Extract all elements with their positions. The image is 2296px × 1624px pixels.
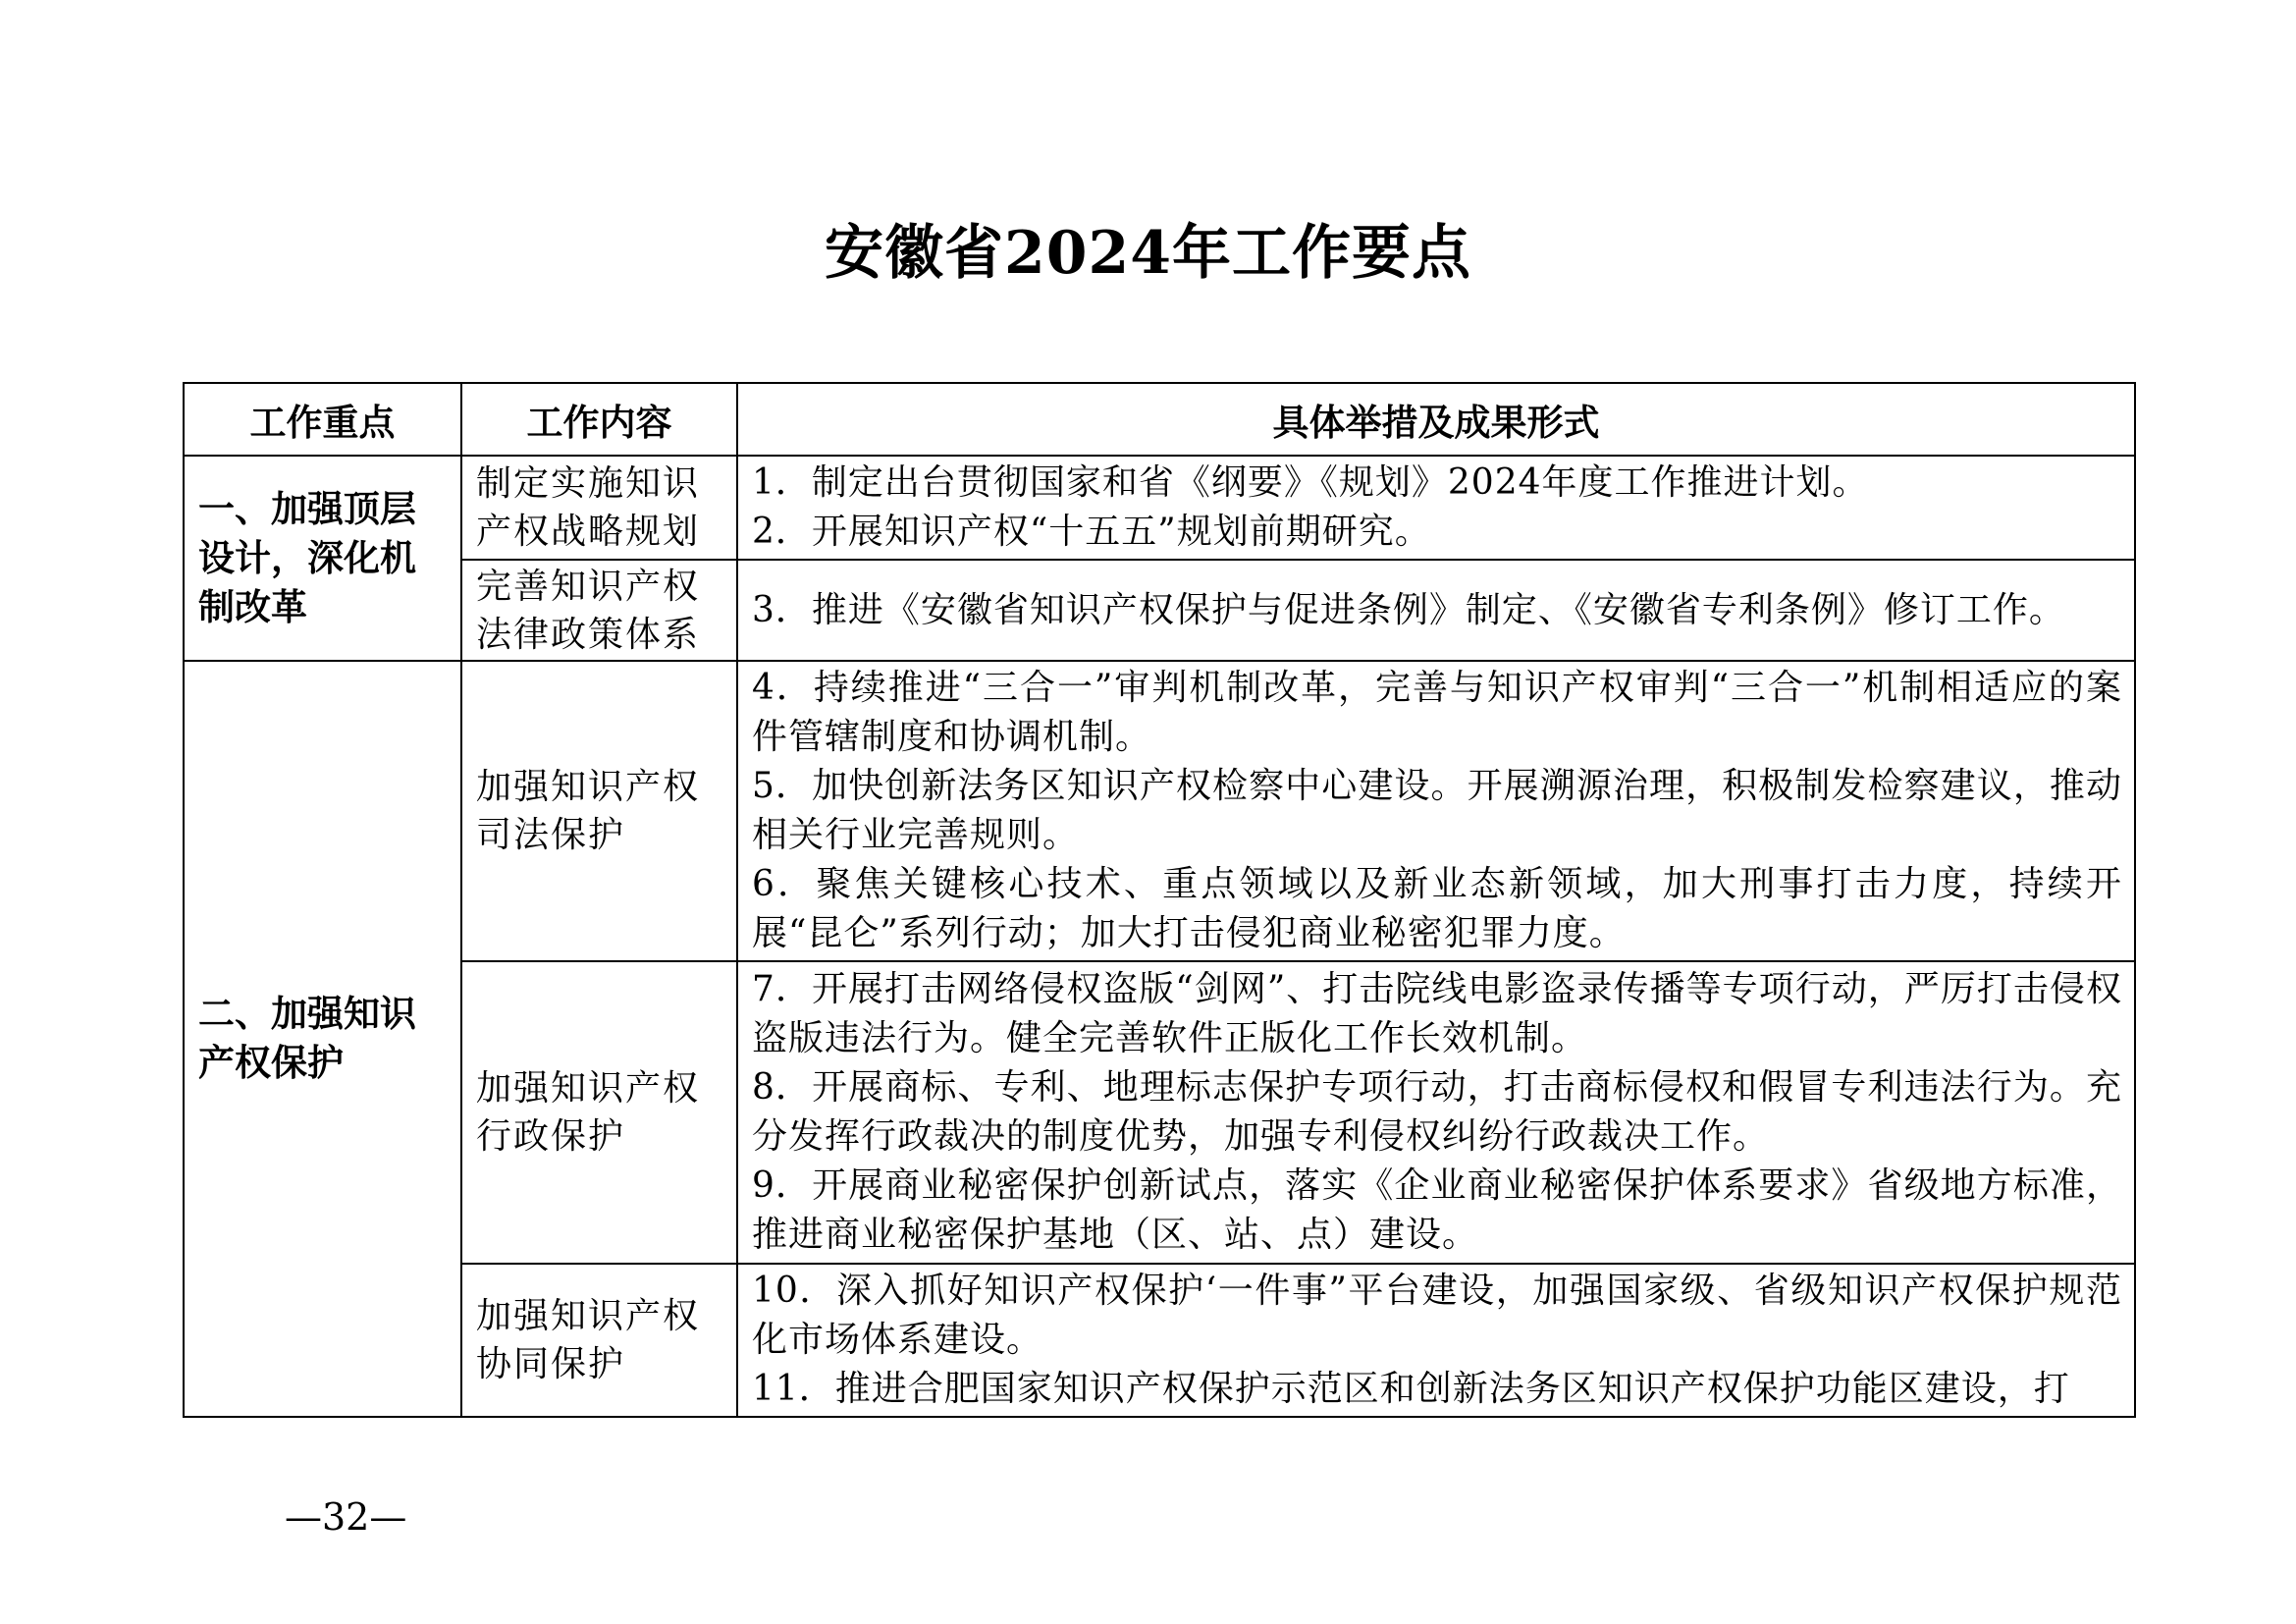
category-cell: 二、加强知识产权保护 xyxy=(184,661,461,1417)
table-row xyxy=(184,661,2135,961)
measures-cell xyxy=(737,560,2135,661)
table-header-row xyxy=(184,383,2135,456)
content-cell: 制定实施知识产权战略规划 xyxy=(461,456,737,560)
content-cell: 加强知识产权行政保护 xyxy=(461,961,737,1264)
measure-item: 8．开展商标、专利、地理标志保护专项行动，打击商标侵权和假冒专利违法行为。充分发挥行政裁决的制度优势，加强专利侵权纠纷行政裁决工作。 xyxy=(752,1067,2122,1157)
page-number: —32— xyxy=(285,1495,407,1539)
header-focus: 工作重点 xyxy=(184,383,461,456)
measure-item: 4．持续推进“三合一”审判机制改革，完善与知识产权审判“三合一”机制相适应的案件管辖制度和协调机制。 xyxy=(752,668,2122,757)
measures-cell xyxy=(737,661,2135,961)
document-title: 安徽省2024年工作要点 xyxy=(825,219,1471,288)
header-content: 工作内容 xyxy=(461,383,737,456)
measure-item: 5．加快创新法务区知识产权检察中心建设。开展溯源治理，积极制发检察建议，推动相关行业完善规则。 xyxy=(752,766,2122,855)
category-cell: 一、加强顶层设计，深化机制改革 xyxy=(184,456,461,661)
measure-item: 11．推进合肥国家知识产权保护示范区和创新法务区知识产权保护功能区建设，打 xyxy=(752,1369,2070,1409)
table-row xyxy=(184,560,2135,661)
measure-item: 2．开展知识产权“十五五”规划前期研究。 xyxy=(752,512,1431,552)
content-cell: 加强知识产权协同保护 xyxy=(461,1264,737,1417)
measure-item: 10．深入抓好知识产权保护‘一件事”平台建设，加强国家级、省级知识产权保护规范化市场体系建设。 xyxy=(752,1271,2122,1360)
measure-item: 6．聚焦关键核心技术、重点领域以及新业态新领域，加大刑事打击力度，持续开展“昆仑”系列行动；加大打击侵犯商业秘密犯罪力度。 xyxy=(752,864,2122,953)
content-cell: 加强知识产权司法保护 xyxy=(461,661,737,961)
measures-cell xyxy=(737,456,2135,560)
measure-item: 3．推进《安徽省知识产权保护与促进条例》制定、《安徽省专利条例》修订工作。 xyxy=(752,589,2065,630)
work-plan-table xyxy=(183,382,2136,1418)
measures-cell xyxy=(737,961,2135,1264)
measure-item: 1．制定出台贯彻国家和省《纲要》《规划》2024年度工作推进计划。 xyxy=(752,462,1869,503)
content-cell: 完善知识产权法律政策体系 xyxy=(461,560,737,661)
table-row xyxy=(184,961,2135,1264)
header-measures: 具体举措及成果形式 xyxy=(737,383,2135,456)
table-row xyxy=(184,456,2135,560)
measures-cell xyxy=(737,1264,2135,1417)
measure-item: 9．开展商业秘密保护创新试点，落实《企业商业秘密保护体系要求》省级地方标准，推进商业秘密保护基地（区、站、点）建设。 xyxy=(752,1165,2122,1255)
measure-item: 7．开展打击网络侵权盗版“剑网”、打击院线电影盗录传播等专项行动，严厉打击侵权盗版违法行为。健全完善软件正版化工作长效机制。 xyxy=(752,969,2122,1058)
table-row xyxy=(184,1264,2135,1417)
